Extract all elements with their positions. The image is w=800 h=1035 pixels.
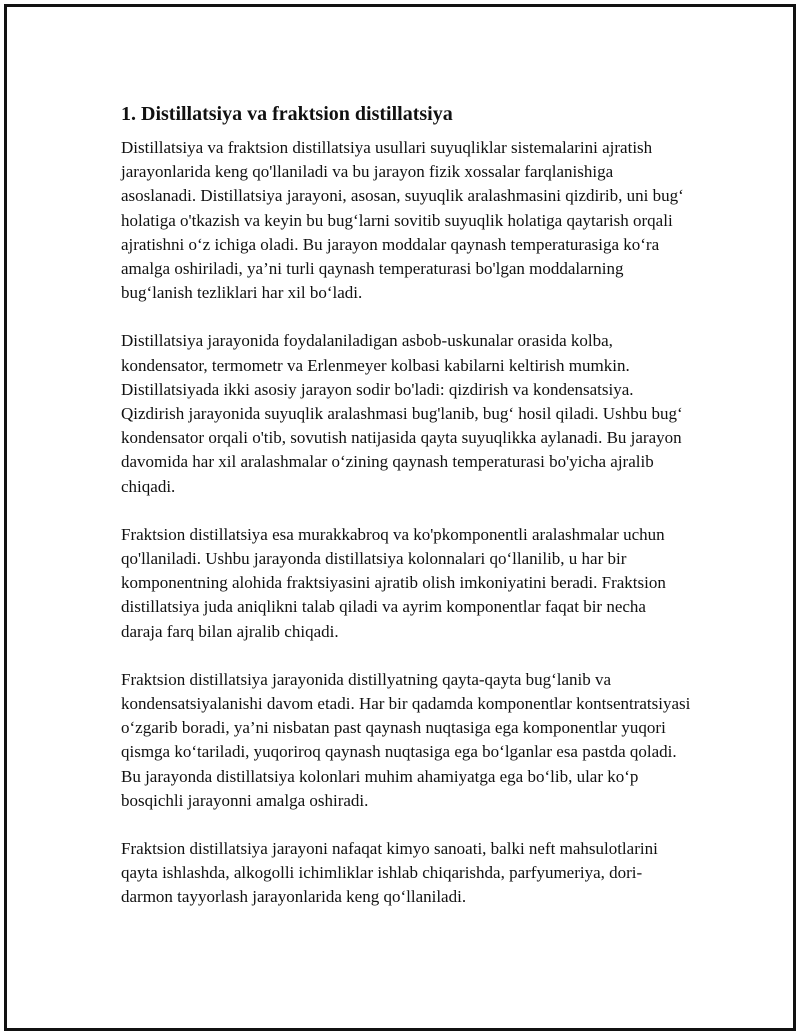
document-body	[121, 101, 691, 934]
paragraph-4: Fraktsion distillatsiya jarayonida distillyatning qayta-qayta bug‘lanib va kondensatsiyalanishi davom etadi. Har bir qadamda komponentlar kontsentratsiyasi o‘zgarib boradi, ya’ni nisbatan past qaynash nuqtasiga ega komponentlar yuqori qismga ko‘tariladi, yuqoriroq qaynash nuqtasiga ega bo‘lganlar esa pastda qoladi. Bu jarayonda distillatsiya kolonlari muhim ahamiyatga ega bo‘lib, ular ko‘p bosqichli jarayonni amalga oshiradi.	[121, 669, 691, 810]
document-page	[4, 4, 796, 1031]
paragraph-5: Fraktsion distillatsiya jarayoni nafaqat kimyo sanoati, balki neft mahsulotlarini qayta ishlashda, alkogolli ichimliklar ishlab chiqarishda, parfyumeriya, dori-darmon tayyorlash jarayonlarida keng qo‘llaniladi.	[121, 839, 658, 907]
paragraph-3: Fraktsion distillatsiya esa murakkabroq va ko'pkomponentli aralashmalar uchun qo'llaniladi. Ushbu jarayonda distillatsiya kolonnalari qo‘llanilib, u har bir komponentning alohida fraktsiyasini ajratib olish imkoniyatini beradi. Fraktsion distillatsiya juda aniqlikni talab qiladi va ayrim komponentlar faqat bir necha daraja farq bilan ajralib chiqadi.	[121, 524, 666, 641]
paragraph-1: Distillatsiya va fraktsion distillatsiya usullari suyuqliklar sistemalarini ajratish jarayonlarida keng qo'llaniladi va bu jarayon fizik xossalar farqlanishiga asoslanadi. Distillatsiya jarayoni, asosan, suyuqlik aralashmasini qizdirib, uni bug‘ holatiga o'tkazish va keyin bu bug‘larni sovitib suyuqlik holatiga qaytarish orqali ajratishni o‘z ichiga oladi. Bu jarayon moddalar qaynash temperaturasiga ko‘ra amalga oshiriladi, ya’ni turli qaynash temperaturasi bo'lgan moddalarning bug‘lanish tezliklari har xil bo‘ladi.	[121, 138, 684, 303]
section-heading: 1. Distillatsiya va fraktsion distillatsiya	[121, 103, 453, 125]
paragraph-2: Distillatsiya jarayonida foydalaniladigan asbob-uskunalar orasida kolba, kondensator, termometr va Erlenmeyer kolbasi kabilarni keltirish mumkin. Distillatsiyada ikki asosiy jarayon sodir bo'ladi: qizdirish va kondensatsiya. Qizdirish jarayonida suyuqlik aralashmasi bug'lanib, bug‘ hosil qiladi. Ushbu bug‘ kondensator orqali o'tib, sovutish natijasida qayta suyuqlikka aylanadi. Bu jarayon davomida har xil aralashmalar o‘zining qaynash temperaturasi bo'yicha ajralib chiqadi.	[121, 331, 683, 496]
